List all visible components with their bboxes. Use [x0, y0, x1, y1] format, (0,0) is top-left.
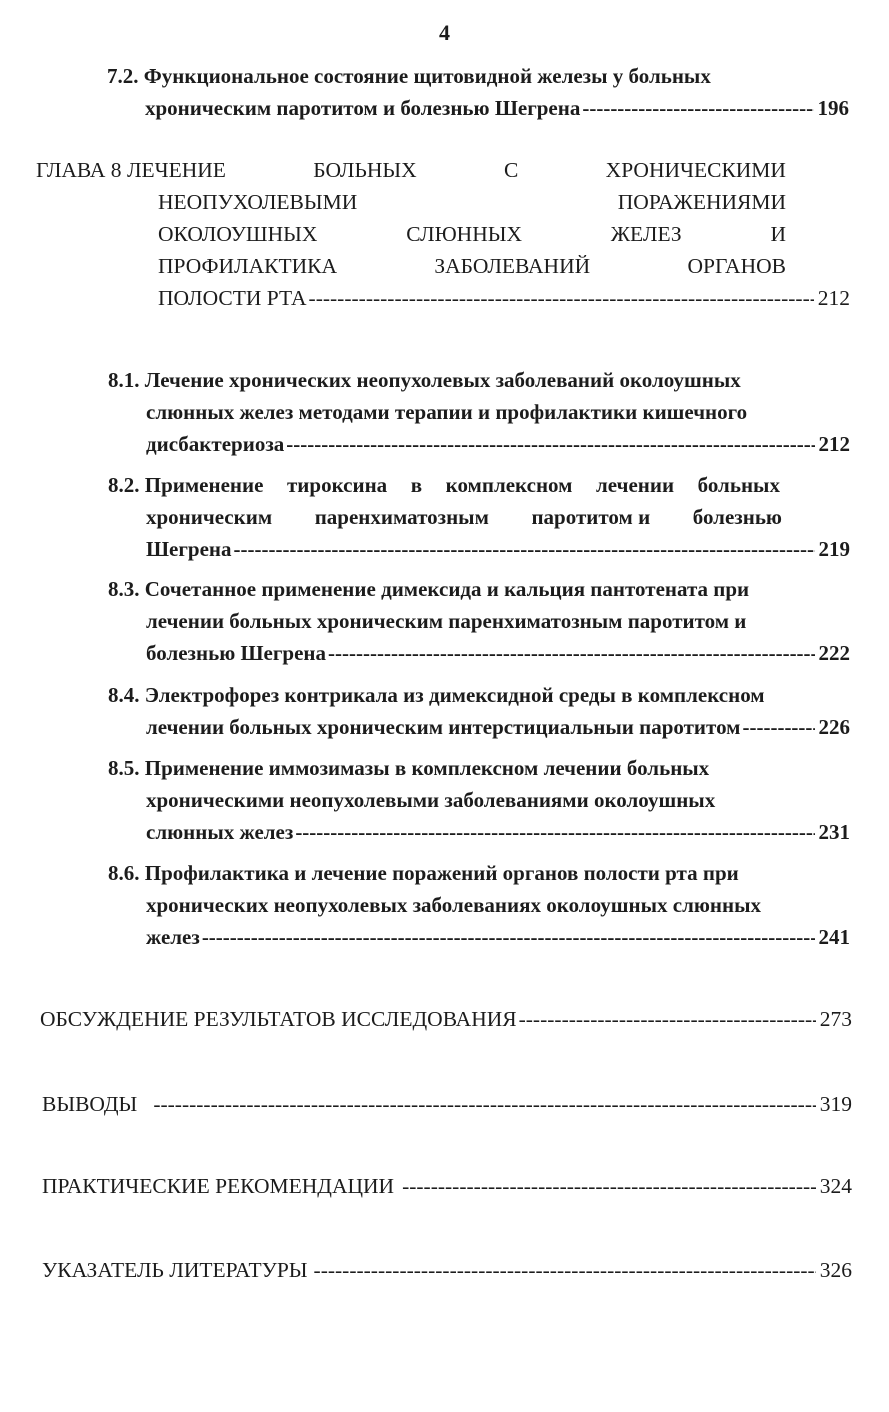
toc-line-with-leader: [146, 430, 850, 460]
toc-text: УКАЗАТЕЛЬ ЛИТЕРАТУРЫ: [42, 1258, 308, 1282]
chapter-heading-row: [158, 220, 786, 250]
toc-text: хроническим паротитом и болезнью Шегрена: [145, 96, 581, 120]
dot-leader: [582, 94, 813, 122]
dot-leader: [234, 535, 815, 563]
page-ref: 222: [818, 641, 850, 665]
dot-leader: [153, 1090, 815, 1118]
toc-line: [108, 471, 780, 501]
toc-entry-recommendations[interactable]: [42, 1172, 852, 1202]
toc-word: 8.2. Применение: [108, 473, 264, 497]
dot-leader: [286, 430, 814, 458]
toc-word: хроническим: [146, 505, 273, 529]
chapter-word: ПРОФИЛАКТИКА: [158, 254, 338, 278]
toc-entry-references[interactable]: [42, 1256, 852, 1286]
chapter-word: СЛЮННЫХ: [406, 222, 523, 246]
toc-text: Шегрена: [146, 537, 232, 561]
toc-line-with-leader: [146, 639, 850, 669]
toc-word: тироксина: [286, 473, 388, 497]
toc-line-with-leader: [146, 818, 850, 848]
toc-line-with-leader: [146, 535, 850, 565]
toc-line-with-leader: [158, 284, 850, 314]
toc-line: 8.1. Лечение хронических неопухолевых заболеваний околоушных: [108, 368, 741, 392]
toc-text: ПРАКТИЧЕСКИЕ РЕКОМЕНДАЦИИ: [42, 1174, 395, 1198]
chapter-word: ХРОНИЧЕСКИМИ: [605, 158, 786, 182]
chapter-word: ЗАБОЛЕВАНИЙ: [434, 254, 591, 278]
page-ref: 319: [819, 1092, 852, 1116]
toc-line: хронических неопухолевых заболеваниях околоушных слюнных: [146, 893, 761, 917]
dot-leader: [202, 923, 815, 951]
toc-line: 7.2. Функциональное состояние щитовидной железы у больных: [107, 64, 711, 88]
toc-text: болезнью Шегрена: [146, 641, 327, 665]
toc-line: 8.4. Электрофорез контрикала из димексидной среды в комплексном: [108, 683, 765, 707]
toc-word: комплексном: [445, 473, 573, 497]
dot-leader: [295, 818, 814, 846]
toc-word: больных: [697, 473, 780, 497]
toc-line: 8.6. Профилактика и лечение поражений органов полости рта при: [108, 861, 739, 885]
toc-word: болезнью: [692, 505, 782, 529]
page-ref: 196: [817, 96, 849, 120]
dot-leader: [519, 1005, 816, 1033]
chapter-word: НЕОПУХОЛЕВЫМИ: [158, 190, 358, 214]
chapter-heading-row: [158, 252, 786, 282]
toc-text: лечении больных хроническим интерстициальныи паротитом: [146, 715, 741, 739]
page-ref: 326: [819, 1258, 852, 1282]
toc-word: лечении: [596, 473, 675, 497]
chapter-word: И: [770, 222, 786, 246]
page-ref: 324: [819, 1174, 852, 1198]
chapter-heading-row: [36, 156, 786, 186]
chapter-word: БОЛЬНЫХ: [313, 158, 417, 182]
page-ref: 219: [818, 537, 850, 561]
toc-line: хроническими неопухолевыми заболеваниями околоушных: [146, 788, 716, 812]
chapter-heading-row: [158, 188, 786, 218]
toc-entry-conclusions[interactable]: [42, 1090, 852, 1120]
toc-line: 8.5. Применение иммозимазы в комплексном лечении больных: [108, 756, 710, 780]
page-ref: 212: [818, 432, 850, 456]
page-ref: 231: [818, 820, 850, 844]
toc-line-with-leader: [145, 94, 849, 124]
toc-line: слюнных желез методами терапии и профилактики кишечного: [146, 400, 748, 424]
dot-leader: [742, 713, 814, 741]
page-ref: 241: [818, 925, 850, 949]
toc-text: дисбактериоза: [146, 432, 285, 456]
toc-line: 8.3. Сочетанное применение димексида и кальция пантотената при: [108, 577, 750, 601]
page-number: 4: [439, 20, 450, 45]
toc-word: паренхиматозным: [314, 505, 489, 529]
chapter-word: ПОРАЖЕНИЯМИ: [617, 190, 786, 214]
chapter-word: ЖЕЛЕЗ: [610, 222, 682, 246]
page-ref: 273: [819, 1007, 852, 1031]
toc-line-with-leader: [146, 713, 850, 743]
dot-leader: [309, 284, 814, 312]
toc-line: лечении больных хроническим паренхиматозным паротитом и: [146, 609, 747, 633]
toc-entry-discussion[interactable]: [40, 1005, 852, 1035]
toc-text: слюнных желез: [146, 820, 294, 844]
toc-text: ВЫВОДЫ: [42, 1092, 138, 1116]
dot-leader: [328, 639, 814, 667]
toc-text: желез: [146, 925, 200, 949]
toc-line: [146, 503, 782, 533]
toc-line-with-leader: [146, 923, 850, 953]
dot-leader: [314, 1256, 816, 1284]
dot-leader: [402, 1172, 816, 1200]
chapter-word: ОКОЛОУШНЫХ: [158, 222, 318, 246]
toc-text: ОБСУЖДЕНИЕ РЕЗУЛЬТАТОВ ИССЛЕДОВАНИЯ: [40, 1007, 517, 1031]
toc-word: в: [410, 473, 423, 497]
chapter-label: ГЛАВА 8 ЛЕЧЕНИЕ: [36, 158, 226, 182]
chapter-word: ОРГАНОВ: [687, 254, 786, 278]
toc-text: ПОЛОСТИ РТА: [158, 286, 307, 310]
page-ref: 212: [817, 286, 850, 310]
chapter-word: С: [504, 158, 519, 182]
page-ref: 226: [818, 715, 850, 739]
toc-word: паротитом и: [531, 505, 651, 529]
